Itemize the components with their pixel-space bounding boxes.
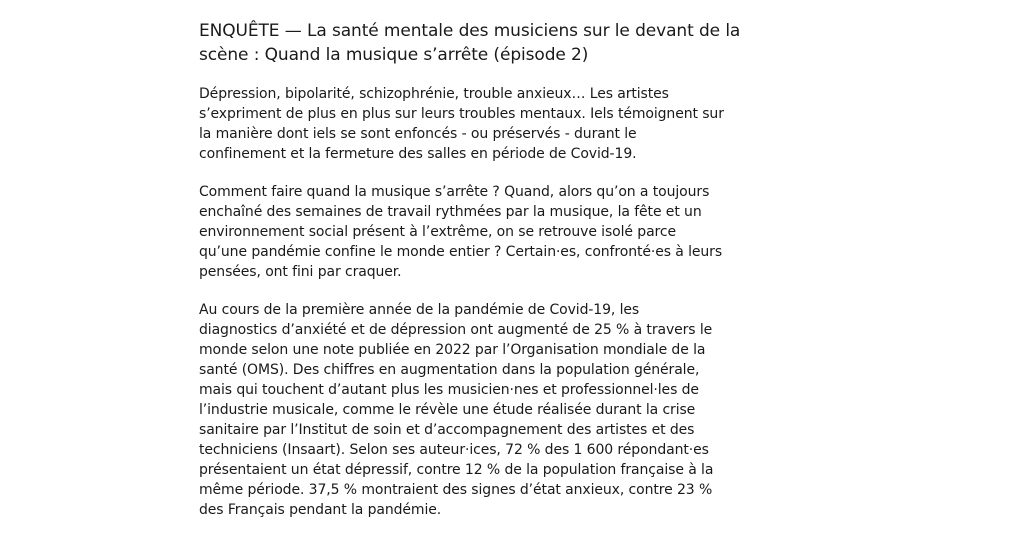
article bbox=[199, 19, 779, 538]
paragraph-line: la manière dont iels se sont enfoncés - ou préservés - durant le bbox=[199, 126, 637, 142]
paragraph-line: confinement et la fermeture des salles en période de Covid-19. bbox=[199, 146, 637, 162]
paragraph-line: Dépression, bipolarité, schizophrénie, trouble anxieux… Les artistes bbox=[199, 86, 669, 102]
title-line: ENQUÊTE — La santé mentale des musiciens sur le devant de la bbox=[199, 21, 741, 41]
paragraph-line: l’industrie musicale, comme le révèle une étude réalisée durant la crise bbox=[199, 402, 696, 418]
paragraph-line: diagnostics d’anxiété et de dépression ont augmenté de 25 % à travers le bbox=[199, 322, 713, 338]
paragraph-line: Au cours de la première année de la pandémie de Covid-19, les bbox=[199, 302, 640, 318]
paragraph-line: sanitaire par l’Institut de soin et d’accompagnement des artistes et des bbox=[199, 422, 695, 438]
paragraph-line: santé (OMS). Des chiffres en augmentation dans la population générale, bbox=[199, 362, 700, 378]
paragraph-line: techniciens (Insaart). Selon ses auteur·ices, 72 % des 1 600 répondant·es bbox=[199, 442, 709, 458]
paragraph-line: même période. 37,5 % montraient des signes d’état anxieux, contre 23 % bbox=[199, 482, 713, 498]
paragraph-line: qu’une pandémie confine le monde entier ? Certain·es, confronté·es à leurs bbox=[199, 244, 723, 260]
paragraph-statistics bbox=[199, 300, 779, 520]
paragraph-line: monde selon une note publiée en 2022 par l’Organisation mondiale de la bbox=[199, 342, 706, 358]
paragraph-line: des Français pendant la pandémie. bbox=[199, 502, 442, 518]
paragraph-question bbox=[199, 182, 779, 282]
paragraph-line: Comment faire quand la musique s’arrête ? Quand, alors qu’on a toujours bbox=[199, 184, 710, 200]
paragraph-line: enchaîné des semaines de travail rythmées par la musique, la fête et un bbox=[199, 204, 702, 220]
title-line: scène : Quand la musique s’arrête (épisode 2) bbox=[199, 45, 589, 65]
paragraph-intro bbox=[199, 84, 779, 164]
paragraph-line: environnement social présent à l’extrême, on se retrouve isolé parce bbox=[199, 224, 677, 240]
article-title bbox=[199, 19, 779, 67]
paragraph-line: pensées, ont fini par craquer. bbox=[199, 264, 402, 280]
paragraph-line: présentaient un état dépressif, contre 12 % de la population française à la bbox=[199, 462, 714, 478]
paragraph-line: s’expriment de plus en plus sur leurs troubles mentaux. Iels témoignent sur bbox=[199, 106, 724, 122]
paragraph-line: mais qui touchent d’autant plus les musicien·nes et professionnel·les de bbox=[199, 382, 699, 398]
